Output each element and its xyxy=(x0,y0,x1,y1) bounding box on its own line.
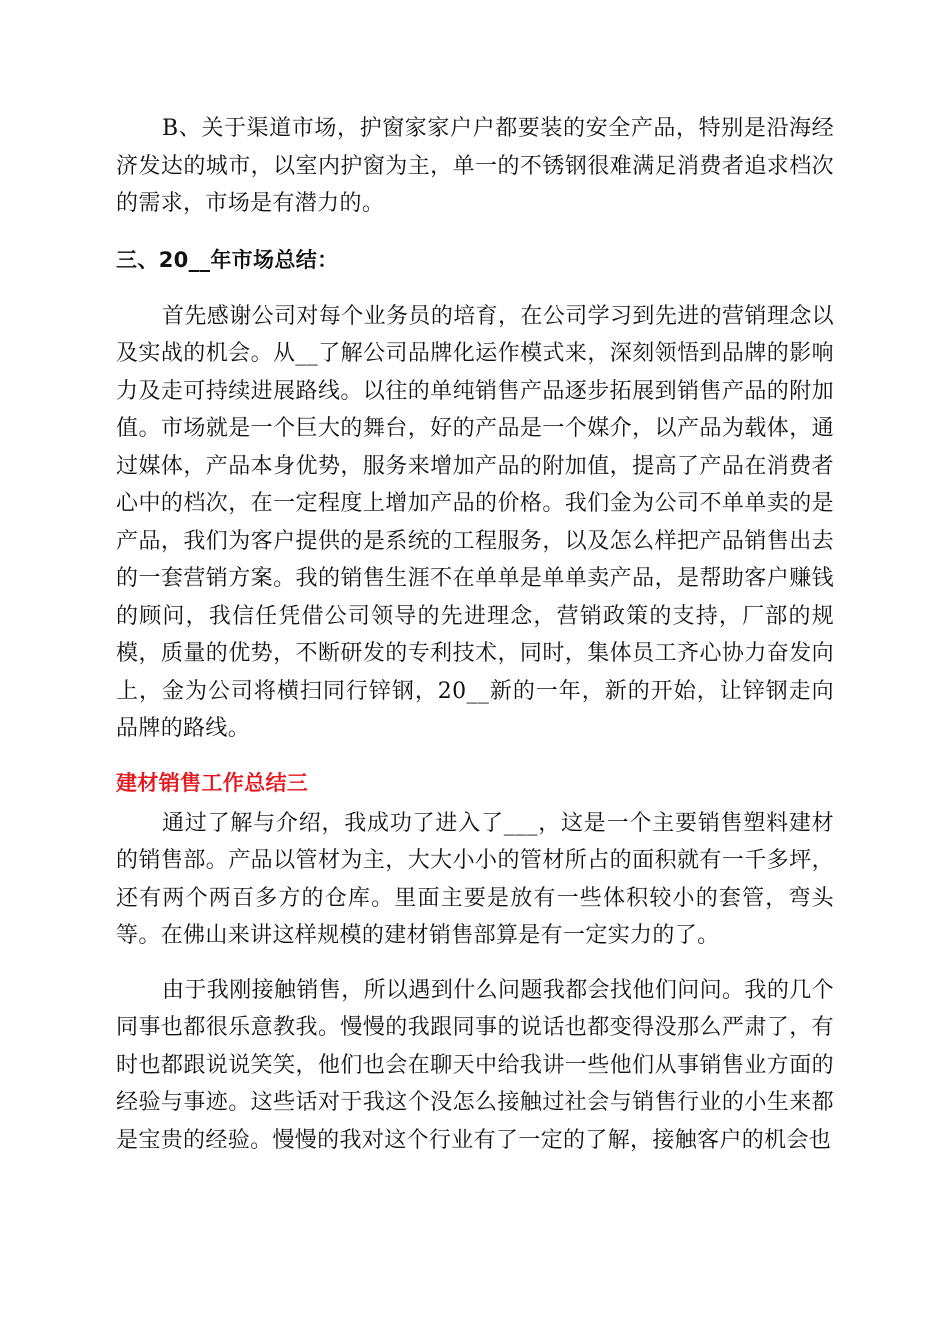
paragraph-channel-market: B、关于渠道市场，护窗家家户户都要装的安全产品，特别是沿海经济发达的城市，以室内护窗为主，单一的不锈钢很难满足消费者追求档次的需求，市场是有潜力的。 xyxy=(116,116,834,216)
paragraph-colleagues: 由于我刚接触销售，所以遇到什么问题我都会找他们问问。我的几个同事也都很乐意教我。慢慢的我跟同事的说话也都变得没那么严肃了，有时也都跟说说笑笑，他们也会在聊天中给我讲一些他们从事销售业方面的经验与事迹。这些话对于我这个没怎么接触过社会与销售行业的小生来都是宝贵的经验。慢慢的我对这个行业有了一定的了解，接触客户的机会也 xyxy=(116,977,834,1153)
document-page xyxy=(116,110,834,1159)
paragraph-market-summary: 首先感谢公司对每个业务员的培育，在公司学习到先进的营销理念以及实战的机会。从__了解公司品牌化运作模式来，深刻领悟到品牌的影响力及走可持续进展路线。以往的单纯销售产品逐步拓展到销售产品的附加值。市场就是一个巨大的舞台，好的产品是一个媒介，以产品为载体，通过媒体，产品本身优势，服务来增加产品的附加值，提高了产品在消费者心中的档次，在一定程度上增加产品的价格。我们金为公司不单单卖的是产品，我们为客户提供的是系统的工程服务，以及怎么样把产品销售出去的一套营销方案。我的销售生涯不在单单是单单卖产品，是帮助客户赚钱的顾问，我信任凭借公司领导的先进理念，营销政策的支持，厂部的规模，质量的优势，不断研发的专利技术，同时，集体员工齐心协力奋发向上，金为公司将横扫同行锌钢，20__新的一年，新的开始，让锌钢走向品牌的路线。 xyxy=(116,303,834,741)
paragraph-introduction: 通过了解与介绍，我成功了进入了___，这是一个主要销售塑料建材的销售部。产品以管材为主，大大小小的管材所占的面积就有一千多坪，还有两个两百多方的仓库。里面主要是放有一些体积较小的套管，弯头等。在佛山来讲这样规模的建材销售部算是有一定实力的了。 xyxy=(116,810,834,948)
heading-market-summary: 三、20__年市场总结： xyxy=(116,247,339,272)
section-title: 建材销售工作总结三 xyxy=(116,770,309,795)
